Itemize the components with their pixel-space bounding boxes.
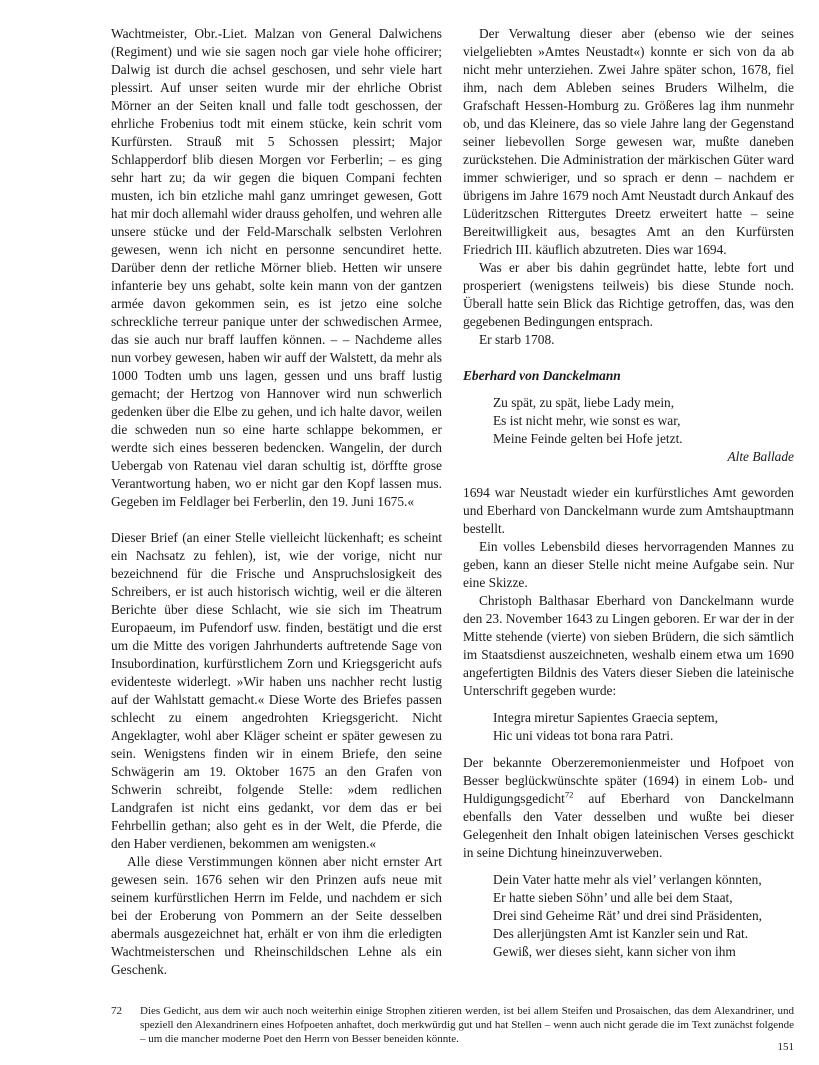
- page-number: 151: [777, 1041, 794, 1053]
- chapter-title: Eberhard von Danckelmann: [463, 368, 621, 383]
- poem: [463, 871, 794, 961]
- latin-inscription: [463, 709, 794, 745]
- footnote-reference[interactable]: 72: [564, 789, 574, 800]
- epigraph: [463, 394, 794, 448]
- epigraph-line: Zu spät, zu spät, liebe Lady mein,: [493, 395, 675, 410]
- right-column: [463, 25, 794, 970]
- poem-line: Gewiß, wer dieses sieht, kann sicher von ihm: [493, 944, 736, 959]
- poem-line: Des allerjüngsten Amt ist Kanzler sein und Rat.: [493, 926, 749, 941]
- epigraph-attribution: Alte Ballade: [727, 449, 794, 464]
- poem-line: Drei sind Geheime Rät’ und drei sind Präsidenten,: [493, 908, 762, 923]
- body-paragraph: 1694 war Neustadt wieder ein kurfürstliches Amt geworden und Eberhard von Danckelmann wurde zum Amtshauptmann bestellt.: [463, 485, 794, 536]
- paragraph-text: auf Eberhard von Danckelmann ebenfalls den Vater desselben und wußte bei dieser Gelegenheit den Inhalt obigen lateinischen Verses geschickt in seine Dichtung hineinzuverweben.: [463, 791, 794, 860]
- footnote-number: 72: [111, 1005, 122, 1017]
- body-paragraph: Alle diese Verstimmungen können aber nicht ernster Art gewesen sein. 1676 sehen wir den Prinzen aufs neue mit seinem kurfürstlichen Herrn im Felde, und nachdem er sich bei der Eroberung von Pommern an der Seite desselben abermals ausgezeichnet hat, erhält er von ihm die erledigten Wachtmeisterschen und Rheinschildschen Lehne als ein Geschenk.: [111, 854, 442, 977]
- latin-line: Integra miretur Sapientes Graecia septem,: [493, 710, 718, 725]
- footnote: [111, 1004, 794, 1046]
- epigraph-line: Meine Feinde gelten bei Hofe jetzt.: [493, 431, 683, 446]
- poem-line: Er hatte sieben Söhn’ und alle bei dem Staat,: [493, 890, 733, 905]
- left-column: [111, 25, 442, 979]
- epigraph-line: Es ist nicht mehr, wie sonst es war,: [493, 413, 681, 428]
- body-paragraph: Christoph Balthasar Eberhard von Danckelmann wurde den 23. November 1643 zu Lingen geboren. Er war der in der Mitte stehende (vierte) von sieben Brüdern, die sich sämtlich im Staatsdienst auszeichneten, weshalb einem etwa um 1690 angefertigten Bildnis des Vaters dieser Sieben die lateinische Unterschrift gegeben wurde:: [463, 593, 794, 698]
- body-paragraph: [463, 754, 794, 862]
- latin-line: Hic uni videas tot bona rara Patri.: [493, 728, 674, 743]
- body-paragraph: Was er aber bis dahin gegründet hatte, lebte fort und prosperiert (wenigstens teilweis) bis diese Stunde noch. Überall hatte sein Blick das Richtige getroffen, das, was den gegebenen Bedingungen entsprach.: [463, 260, 794, 329]
- poem-line: Dein Vater hatte mehr als viel’ verlangen könnten,: [493, 872, 762, 887]
- letter-continuation-paragraph: Wachtmeister, Obr.-Liet. Malzan von General Dalwichens (Regiment) und wie sie sagen noch gar viele hohe officirer; Dalwig ist durch die achsel geschosen, und sehr viele hart plessirt. Auf unser seiten wurde mir der ehrliche Obrist Mörner an der Seiten knall und falle todt geschossen, der ehrliche Frobenius todt mit einem stücke, kein schrit vom Kurfürsten. Strauß mit 5 Schossen plessirt; Major Schlapperdorf blib diesen Morgen vor Ferberlin; – es ging sehr hart zu; da wir gegen die biquen Compani fechten musten, ich bin etzliche mahl ganz umringet gewesen, Gott hat mir doch allemahl wider drauss geholfen, und wehren alle unsere stücke und der Feld-Marschalk selbsten Verlohren gewesen, wenn ich nicht en personne sencundiret hette. Darüber denn der retliche Mörner blieb. Hetten wir unsere infanterie bey uns gehabt, solte kein mann von der gantzen armée davon gekommen sein, es ist jetzo eine solche schreckliche terreur panique unter der schwedischen Armee, das sie auch nur braff lauffen können. – – Nachdeme alles nun vorbey gewesen, haben wir auff der Walstett, da mehr als 1000 Todten umb uns lagen, gessen und uns braff lustig gemacht; der Hertzog von Hannover wird nun schwerlich gedenken über die Elbe zu gehen, und ich halte davor, weilen die schweden nun so eine harte schlappe bekommen, er werdte sich eines besseren bedencken. Wangelin, der durch Uebergab von Ratenau viel daran schultig ist, dörffte grose Verantwortung haben, wo er nicht gar den Kopf lassen mus. Gegeben im Feldlager bei Ferberlin, den 19. Juni 1675.«: [111, 26, 442, 509]
- body-paragraph: Er starb 1708.: [479, 332, 555, 347]
- footnote-text: Dies Gedicht, aus dem wir auch noch weiterhin einige Strophen zitieren werden, ist bei allem Steifen und Prosaischen, das dem Alexandriner, und speziell den Alexandrinern eines Hofpoeten anhaftet, doch merkwürdig gut und hat Stellen – wenn auch nicht gerade die im Text zunächst folgende – um die mancher moderne Poet den Herrn von Besser beneiden könnte.: [140, 1005, 794, 1045]
- body-paragraph: Der Verwaltung dieser aber (ebenso wie der seines vielgeliebten »Amtes Neustadt«) konnte er sich von da ab nicht mehr unterziehen. Zwei Jahre später schon, 1678, fiel ihm, nach dem Ableben seines Bruders Wilhelm, die Grafschaft Hessen-Homburg zu. Größeres lag ihm nunmehr ob, und das Kleinere, das so viele Jahre lang der Gegenstand seiner liebevollen Sorge gewesen war, mußte daneben zurückstehen. Die Administration der märkischen Güter ward immer schwieriger, und so sprach er denn – nachdem er übrigens im Jahre 1679 noch Amt Neustadt durch Ankauf des Lüderitzschen Rittergutes Dreetz erweitert hatte – seine Bereitwilligkeit aus, besagtes Amt an den Kurfürsten Friedrich III. käuflich abzutreten. Dies war 1694.: [463, 26, 794, 257]
- commentary-paragraph: Dieser Brief (an einer Stelle vielleicht lückenhaft; es scheint ein Nachsatz zu fehlen), ist, wie der vorige, nicht nur bezeichnend für die Frische und Anspruchslosigkeit des Schreibers, er ist auch historisch wichtig, weil er die älteren Berichte über diese Schlacht, wie sie sich im Theatrum Europaeum, im Pufendorf usw. finden, bestätigt und die erst um die Mitte des vorigen Jahrhunderts auftretende Sage von Insubordination, kurfürstlichem Zorn und Kriegsgericht aufs evidenteste widerlegt. »Wir haben uns nachher recht lustig auf der Wahlstatt gemacht.« Diese Worte des Briefes passen schlecht zu einem angedrohten Kriegsgericht. Nicht Angeklagter, wohl aber Kläger scheint er später gewesen zu sein. Wenigstens finden wir in einem Briefe, den seine Schwägerin am 19. Oktober 1675 an den Grafen von Schwerin schreibt, folgende Stelle: »dem redlichen Landgrafen ist nicht eins gedankt, vor dem das er bei Fehrbellin gethan; also geht es in der Welt, die Pferde, die den Haber verdienen, bekommen am wenigsten.«: [111, 530, 442, 851]
- paragraph-text: Der bekannte Oberzeremonienmeister und Hofpoet von Besser beglückwünschte später (1694) in einem Lob- und Huldigungsgedicht: [463, 755, 794, 806]
- body-paragraph: Ein volles Lebensbild dieses hervorragenden Mannes zu geben, kann an dieser Stelle nicht meine Aufgabe sein. Nur eine Skizze.: [463, 539, 794, 590]
